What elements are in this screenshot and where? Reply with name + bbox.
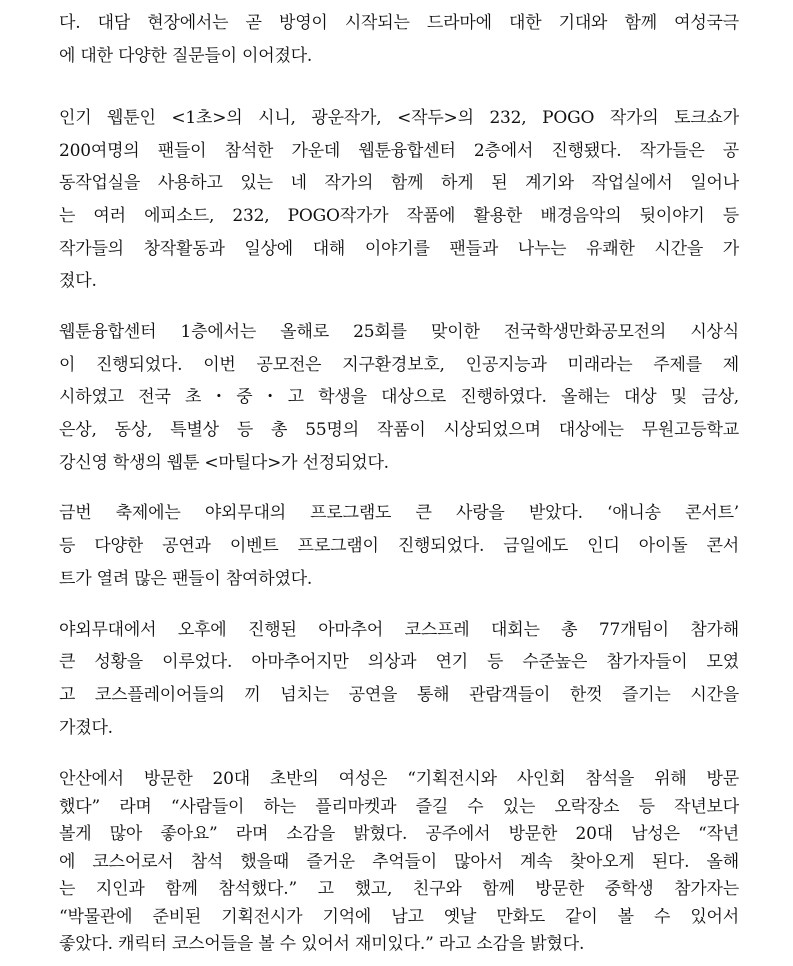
text-line: 에 대한 다양한 질문들이 이어졌다. bbox=[59, 46, 313, 66]
text-line: 안산에서 방문한 20대 초반의 여성은 “기획전시와 사인회 참석을 위해 방문 bbox=[59, 769, 739, 789]
text-line: 동작업실을 사용하고 있는 네 작가의 함께 하게 된 계기와 작업실에서 일어나 bbox=[59, 173, 739, 193]
text-line: 큰 성황을 이루었다. 아마추어지만 의상과 연기 등 수준높은 참가자들이 모였 bbox=[59, 652, 739, 672]
text-line: 등 다양한 공연과 이벤트 프로그램이 진행되었다. 금일에도 인디 아이돌 콘서 bbox=[59, 536, 739, 556]
text-line: 볼게 많아 좋아요” 라며 소감을 밝혔다. 공주에서 방문한 20대 남성은 “작년 bbox=[59, 824, 739, 844]
text-line: “박물관에 준비된 기획전시가 기억에 남고 옛날 만화도 같이 볼 수 있어서 bbox=[59, 906, 739, 927]
text-line: 졌다. bbox=[59, 271, 97, 291]
text-line: 웹툰융합센터 1층에서는 올해로 25회를 맞이한 전국학생만화공모전의 시상식 bbox=[59, 322, 739, 342]
text-line: 금번 축제에는 야외무대의 프로그램도 큰 사랑을 받았다. ‘애니송 콘서트’ bbox=[59, 503, 739, 523]
text-line: 다. 대담 현장에서는 곧 방영이 시작되는 드라마에 대한 기대와 함께 여성국극 bbox=[59, 13, 739, 33]
text-line: 작가들의 창작활동과 일상에 대해 이야기를 팬들과 나누는 유쾌한 시간을 가 bbox=[59, 239, 739, 259]
text-line: 고 코스플레이어들의 끼 넘치는 공연을 통해 관람객들이 한껏 즐기는 시간을 bbox=[59, 685, 739, 705]
text-line: 에 코스어로서 참석 했을때 즐거운 추억들이 많아서 계속 찾아오게 된다. 올해 bbox=[59, 851, 739, 872]
text-line: 는 지인과 함께 참석했다.” 고 했고, 친구와 함께 방문한 중학생 참가자는 bbox=[59, 879, 739, 899]
text-line: 시하였고 전국 초・중・고 학생을 대상으로 진행하였다. 올해는 대상 및 금상, bbox=[59, 387, 739, 407]
text-line: 인기 웹툰인 <1초>의 시니, 광운작가, <작두>의 232, POGO 작가의 토크쇼가 bbox=[59, 108, 739, 128]
text-line: 가졌다. bbox=[59, 718, 113, 738]
text-line: 야외무대에서 오후에 진행된 아마추어 코스프레 대회는 총 77개팀이 참가해 bbox=[59, 620, 739, 640]
text-line: 강신영 학생의 웹툰 <마틸다>가 선정되었다. bbox=[59, 453, 389, 473]
text-line: 좋았다. 캐릭터 코스어들을 볼 수 있어서 재미있다.” 라고 소감을 밝혔다. bbox=[59, 934, 585, 954]
text-line: 는 여러 에피소드, 232, POGO작가가 작품에 활용한 배경음악의 뒷이야기 등 bbox=[59, 206, 739, 226]
text-line: 은상, 동상, 특별상 등 총 55명의 작품이 시상되었으며 대상에는 무원고등학교 bbox=[59, 420, 739, 440]
text-line: 트가 열려 많은 팬들이 참여하였다. bbox=[59, 569, 313, 589]
text-line: 이 진행되었다. 이번 공모전은 지구환경보호, 인공지능과 미래라는 주제를 제 bbox=[59, 355, 739, 375]
text-line: 200여명의 팬들이 참석한 가운데 웹툰융합센터 2층에서 진행됐다. 작가들은 공 bbox=[59, 141, 739, 161]
text-line: 했다” 라며 “사람들이 하는 플리마켓과 즐길 수 있는 오락장소 등 작년보다 bbox=[59, 796, 739, 817]
